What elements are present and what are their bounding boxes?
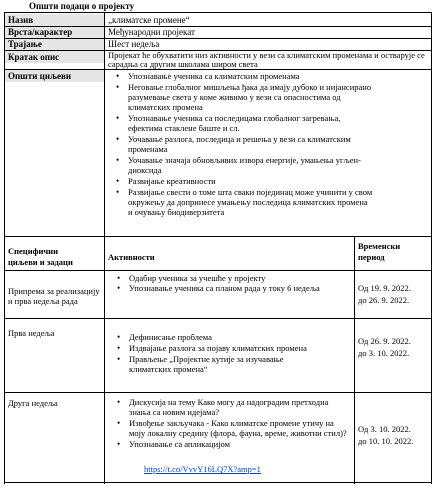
row-label: Припрема за реализацију и прва недеља рада [8,286,100,306]
description-label: Кратак опис [8,52,60,62]
grid-line [5,270,431,271]
app-link[interactable]: https://t.co/VvvY16LQ7X?amp=1 [144,464,261,474]
duration-value: Шест недеља [108,39,160,49]
type-value: Међународни пројекат [108,27,195,37]
grid-line [4,12,5,484]
name-label: Назив [8,15,34,25]
grid-line [104,12,105,484]
period-to: до 26. 9. 2022. [358,295,410,305]
grid-line [5,12,431,13]
name-value: „климатске промене“ [108,15,190,25]
period-to: до 3. 10. 2022. [358,348,410,358]
goal-item: • Уочавање значаја обновљивих извора енергије, умањења угљен-диоксида [113,155,375,175]
period-header: Временски период [358,241,401,262]
activity-item: • Извођење закључака - Како климатске промене утичу на моју локалну средину (флора, фауна, време, животни стил)? [114,418,352,438]
goal-item: • Упознавање ученика са климатским променама [113,71,375,81]
grid-line [5,236,431,237]
period-from: Од 3. 10. 2022. [358,424,411,434]
activity-item: • Одабир ученика за учешће у пројекту [114,273,344,283]
table-title: Општи подаци о пројекту [29,1,135,11]
grid-line [5,392,431,393]
grid-line [5,38,431,39]
specific-goals-header: Специфични циљеви и задаци [8,246,73,267]
row-label: Прва недеља [8,328,55,338]
grid-line [5,482,431,483]
grid-line [354,236,355,484]
activity-item: • Упознавање са апликацијом [114,439,352,449]
activity-item: • Дефинисање проблема [114,332,326,342]
activity-list [114,332,326,374]
activity-list [114,397,352,449]
type-label: Врста/карактер [8,27,73,37]
goal-item: • Упознавање ученика са последицама глобалног загревања, ефектима стаклене баште и сл. [113,113,375,133]
period-from: Од 26. 9. 2022. [358,336,411,346]
goal-item: • Неговање глобалног мишљења ђака да имају дубоко и нијансирано разумевање света у коме живимо у вези са опасностима од климатских промена [113,82,375,112]
activity-item: • Упознавање ученика са планом рада у току 6 недеља [114,283,344,293]
duration-label: Трајање [8,39,42,49]
period-from: Од 19. 9. 2022. [358,283,411,293]
row-label: Друга недеља [8,398,58,408]
activity-list [114,273,344,293]
goals-list [113,71,375,217]
goal-item: • Уочавање разлога, последица и решења у вези са климатским променама [113,134,375,154]
goal-item: • Развијање свести о томе шта сваки појединац може учинити у свом окружењу да допринесе умањењу последица климатских промена и очувању биодиверзитета [113,187,373,217]
period-to: до 10. 10. 2022. [358,436,414,446]
goals-label: Општи циљеви [8,71,72,81]
description-value: Пројекат ће обухватити низ активности у вези са климатским променама и остварује се сарадња са другим школама широм света [108,50,425,69]
activity-item: • Дискусија на тему Како могу да надоградим претходна знања са новим идејама? [114,397,352,417]
goal-item: • Развијање креативности [113,176,375,186]
activity-item: • Издвајање разлога за појаву климатских промена [114,343,326,353]
activities-header: Активности [108,252,155,262]
grid-line [5,69,431,70]
grid-line [5,318,431,319]
grid-line [431,12,432,484]
activity-item: • Прављење „Пројектне кутије за изучавање климатских промена“ [114,354,326,374]
